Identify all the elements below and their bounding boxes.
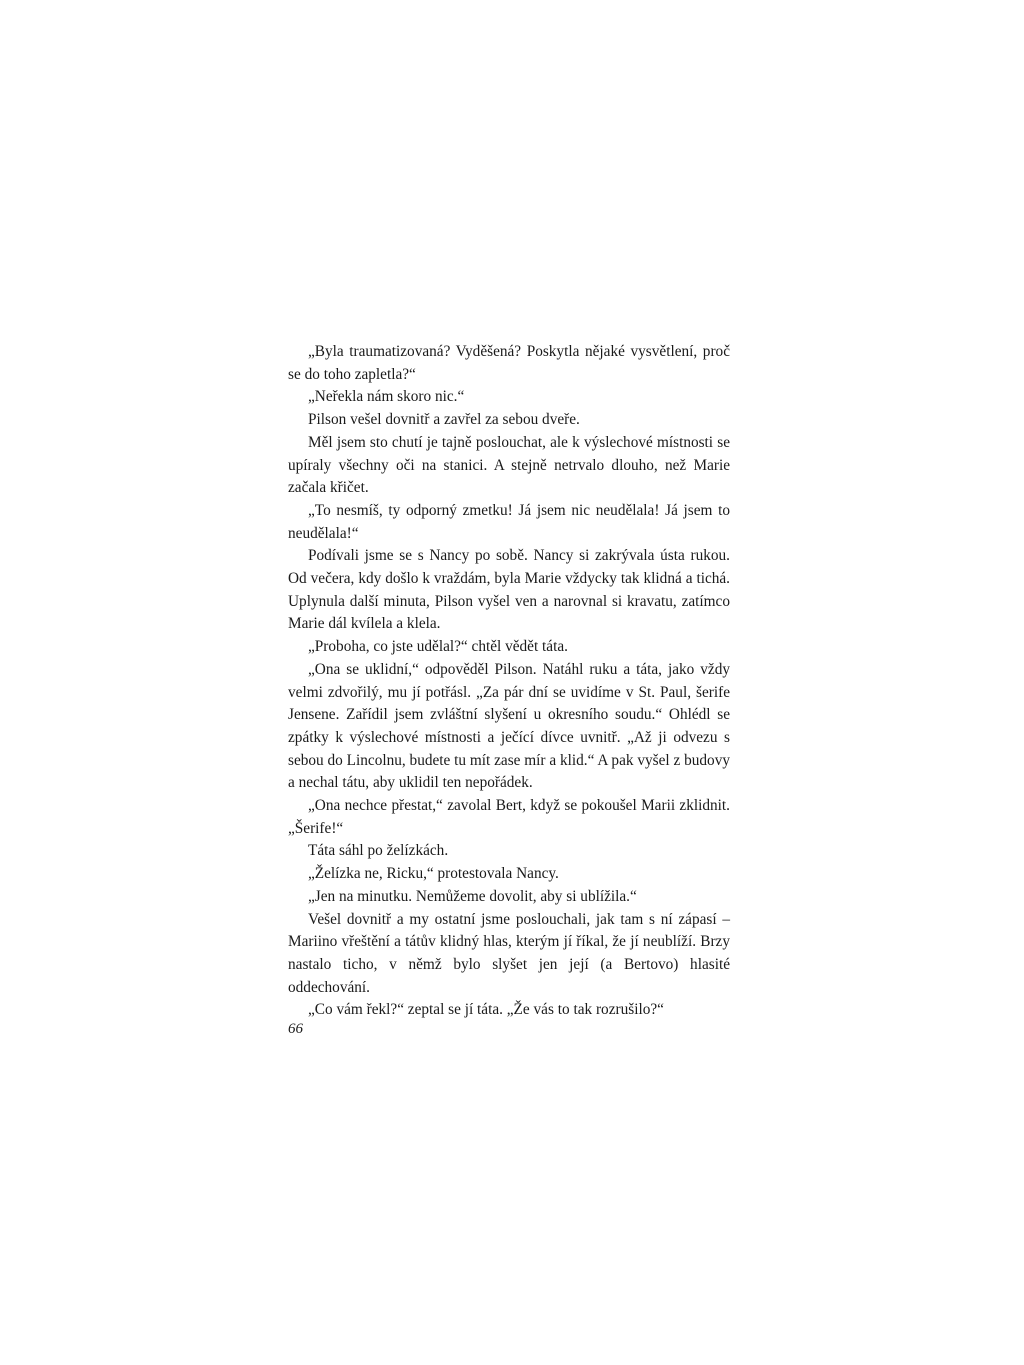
paragraph: „To nesmíš, ty odporný zmetku! Já jsem nic neudělala! Já jsem to neudělala!“ bbox=[288, 501, 730, 542]
paragraph: Vešel dovnitř a my ostatní jsme poslouchali, jak tam s ní zápasí – Mariino vřeštění a tátův klidný hlas, kterým jí říkal, že jí neublíží. Brzy nastalo ticho, v němž bylo slyšet jen její (a Bertovo) hlasité oddechování. bbox=[288, 910, 730, 996]
paragraph: „Co vám řekl?“ zeptal se jí táta. „Že vás to tak rozrušilo?“ bbox=[308, 1001, 664, 1019]
paragraph: Táta sáhl po želízkách. bbox=[308, 842, 449, 860]
paragraph: Pilson vešel dovnitř a zavřel za sebou dveře. bbox=[308, 411, 580, 429]
paragraph: „Byla traumatizovaná? Vyděšená? Poskytla nějaké vysvětlení, proč se do toho zapletla?“ bbox=[288, 343, 730, 383]
page-number: 66 bbox=[288, 1021, 303, 1037]
paragraph: „Neřekla nám skoro nic.“ bbox=[308, 388, 465, 406]
paragraph: „Jen na minutku. Nemůžeme dovolit, aby si ublížila.“ bbox=[308, 887, 637, 905]
paragraph: „Ona se uklidní,“ odpověděl Pilson. Natáhl ruku a táta, jako vždy velmi zdvořilý, mu jí potřásl. „Za pár dní se uvidíme v St. Paul, šerife Jensene. Zařídil jsem zvláštní slyšení u okresního soudu.“ Ohlédl se zpátky k výslechové místnosti a ječící dívce uvnitř. „Až ji odvezu s sebou do Lincolnu, budete tu mít zase mír a klid.“ A pak vyšel z budovy a nechal tátu, aby uklidil ten nepořádek. bbox=[288, 660, 730, 792]
body-text bbox=[288, 341, 730, 1022]
paragraph: Měl jsem sto chutí je tajně poslouchat, ale k výslechové místnosti se upíraly všechny oči na stanici. A stejně netrvalo dlouho, než Marie začala křičet. bbox=[288, 433, 730, 497]
paragraph: „Ona nechce přestat,“ zavolal Bert, když se pokoušel Marii zklidnit. „Šerife!“ bbox=[288, 797, 730, 837]
paragraph: Podívali jsme se s Nancy po sobě. Nancy si zakrývala ústa rukou. Od večera, kdy došlo k vraždám, byla Marie vždycky tak klidná a tichá. Uplynula další minuta, Pilson vyšel ven a narovnal si kravatu, zatímco Marie dál kvílela a klela. bbox=[288, 547, 730, 633]
paragraph: „Proboha, co jste udělal?“ chtěl vědět táta. bbox=[308, 638, 568, 656]
paragraph: „Želízka ne, Ricku,“ protestovala Nancy. bbox=[308, 865, 559, 883]
